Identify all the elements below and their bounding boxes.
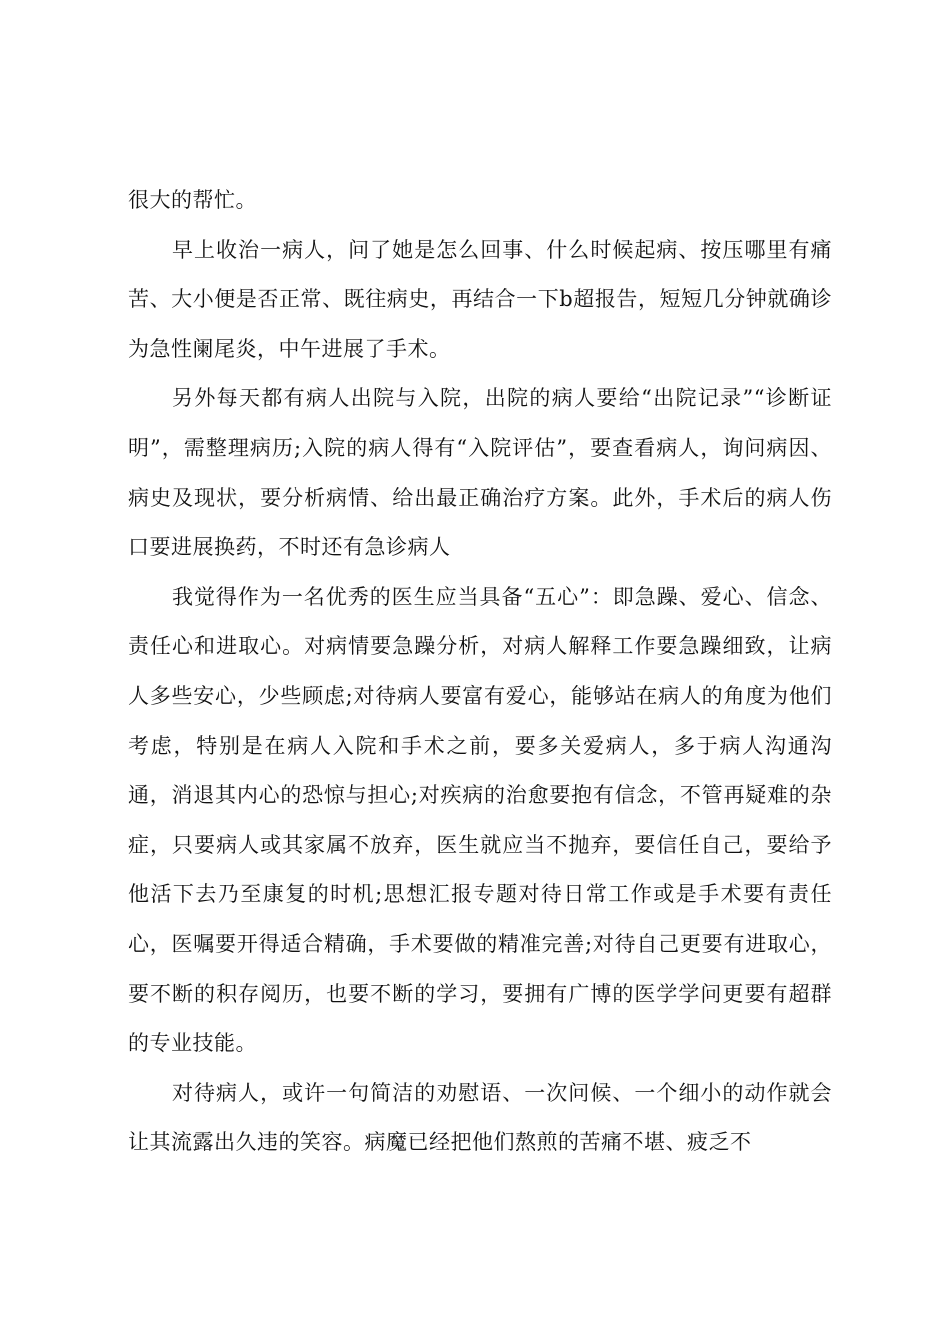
paragraph: 另外每天都有病人出院与入院，出院的病人要给“出院记录”“诊断证明”，需整理病历;入院的病人得有“入院评估”，要查看病人，询问病因、病史及现状，要分析病情、给出最正确治疗方案。此外，手术后的病人伤口要进展换药，不时还有急诊病人 [128,386,832,560]
body-text [128,176,832,1168]
paragraph: 对待病人，或许一句简洁的劝慰语、一次问候、一个细小的动作就会让其流露出久违的笑容。病魔已经把他们熬煎的苦痛不堪、疲乏不 [128,1080,832,1155]
paragraph: 我觉得作为一名优秀的医生应当具备“五心”：即急躁、爱心、信念、责任心和进取心。对病情要急躁分析，对病人解释工作要急躁细致，让病人多些安心，少些顾虑;对待病人要富有爱心，能够站在病人的角度为他们考虑，特别是在病人入院和手术之前，要多关爱病人，多于病人沟通沟通，消退其内心的恐惊与担心;对疾病的治愈要抱有信念，不管再疑难的杂症，只要病人或其家属不放弃，医生就应当不抛弃，要信任自己，要给予他活下去乃至康复的时机;思想汇报专题对待日常工作或是手术要有责任心，医嘱要开得适合精确，手术要做的精准完善;对待自己更要有进取心，要不断的积存阅历，也要不断的学习，要拥有广博的医学学问更要有超群的专业技能。 [128,584,832,1056]
paragraph: 早上收治一病人，问了她是怎么回事、什么时候起病、按压哪里有痛苦、大小便是否正常、既往病史，再结合一下b超报告，短短几分钟就确诊为急性阑尾炎，中午进展了手术。 [128,237,832,361]
paragraph-continuation: 很大的帮忙。 [128,188,257,212]
